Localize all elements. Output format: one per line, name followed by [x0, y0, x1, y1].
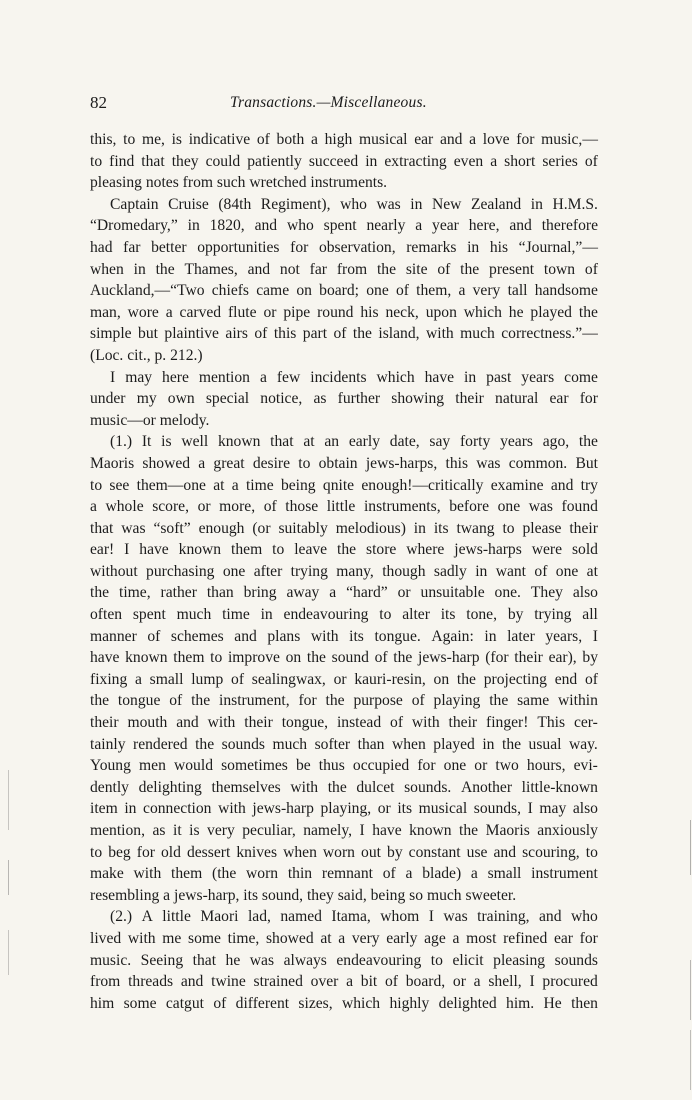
text-line: (1.) It is well known that at an early date, say forty years ago, the [110, 433, 598, 451]
text-line: item in connection with jews-harp playing, or its musical sounds, I may also [90, 800, 598, 818]
text-line: simple but plaintive airs of this part of the island, with much correctness.”— [90, 325, 598, 343]
text-line: Maoris showed a great desire to obtain jews-harps, this was common. But [90, 454, 598, 472]
text-line: pleasing notes from such wretched instruments. [90, 174, 388, 192]
text-line: had far better opportunities for observation, remarks in his “Journal,”— [90, 238, 598, 256]
text-line: the time, rather than bring away a “hard” or unsuitable one. They also [90, 584, 598, 602]
text-line: him some catgut of different sizes, which highly delighted him. He then [90, 994, 598, 1012]
text-line: “Dromedary,” in 1820, and who spent nearly a year here, and therefore [90, 217, 598, 235]
text-line: (Loc. cit., p. 212.) [90, 346, 203, 364]
text-line: this, to me, is indicative of both a high musical ear and a love for music,— [90, 131, 598, 148]
text-line: have known them to improve on the sound of the jews-harp (for their ear), by [90, 649, 598, 667]
margin-scan-mark [690, 960, 691, 1020]
text-line: man, wore a carved flute or pipe round his neck, upon which he played the [90, 303, 598, 321]
running-title: Transactions.—Miscellaneous. [230, 94, 427, 111]
text-line: (2.) A little Maori lad, named Itama, whom I was training, and who [110, 908, 598, 926]
text-line: resembling a jews-harp, its sound, they said, being so much sweeter. [90, 886, 517, 904]
text-line: Captain Cruise (84th Regiment), who was in New Zealand in H.M.S. [110, 195, 598, 213]
text-line: their mouth and with their tongue, instead of with their finger! This cer- [90, 714, 598, 732]
text-line: make with them (the worn thin remnant of a blade) a small instrument [90, 865, 598, 883]
text-line: I may here mention a few incidents which have in past years come [110, 368, 598, 386]
text-line: mention, as it is very peculiar, namely, I have known the Maoris anxiously [90, 822, 598, 839]
text-line: that was “soft” enough (or suitably melodious) in its twang to please their [90, 519, 598, 537]
margin-scan-mark [8, 860, 9, 895]
text-line: lived with me some time, showed at a very early age a most refined ear for [90, 929, 598, 947]
text-line: music. Seeing that he was always endeavouring to elicit pleasing sounds [90, 951, 598, 969]
body-text [90, 129, 598, 1014]
text-line: manner of schemes and plans with its tongue. Again: in later years, I [90, 627, 598, 645]
text-line: tainly rendered the sounds much softer than when played in the usual way. [90, 735, 598, 753]
text-line: to see them—one at a time being qnite enough!—critically examine and try [90, 476, 598, 494]
text-line: dently delighting themselves with the dulcet sounds. Another little-known [90, 778, 598, 796]
margin-scan-mark [8, 930, 9, 975]
text-line: from threads and twine strained over a bit of board, or a shell, I procured [90, 973, 598, 991]
text-line: Auckland,—“Two chiefs came on board; one of them, a very tall handsome [90, 282, 598, 300]
text-line: to find that they could patiently succeed in extracting even a short series of [90, 152, 598, 170]
page-number: 82 [90, 93, 107, 112]
text-line: Young men would sometimes be thus occupied for one or two hours, evi- [90, 757, 598, 775]
margin-scan-mark [690, 1030, 691, 1090]
text-line: often spent much time in endeavouring to alter its tone, by trying all [90, 606, 598, 624]
text-line: ear! I have known them to leave the store where jews-harps were sold [90, 541, 598, 559]
text-line: the tongue of the instrument, for the purpose of playing the same within [90, 692, 598, 710]
text-line: to beg for old dessert knives when worn out by constant use and scouring, to [90, 843, 598, 861]
text-line: under my own special notice, as further showing their natural ear for [90, 390, 598, 408]
margin-scan-mark [8, 770, 9, 830]
text-line: music—or melody. [90, 411, 210, 429]
text-line: a whole score, or more, of those little instruments, before one was found [90, 498, 598, 516]
text-line: fixing a small lump of sealingwax, or kauri-resin, on the projecting end of [90, 670, 598, 688]
text-line: without purchasing one after trying many, though sadly in want of one at [90, 562, 598, 580]
margin-scan-mark [690, 820, 691, 875]
text-line: when in the Thames, and not far from the site of the present town of [90, 260, 598, 278]
